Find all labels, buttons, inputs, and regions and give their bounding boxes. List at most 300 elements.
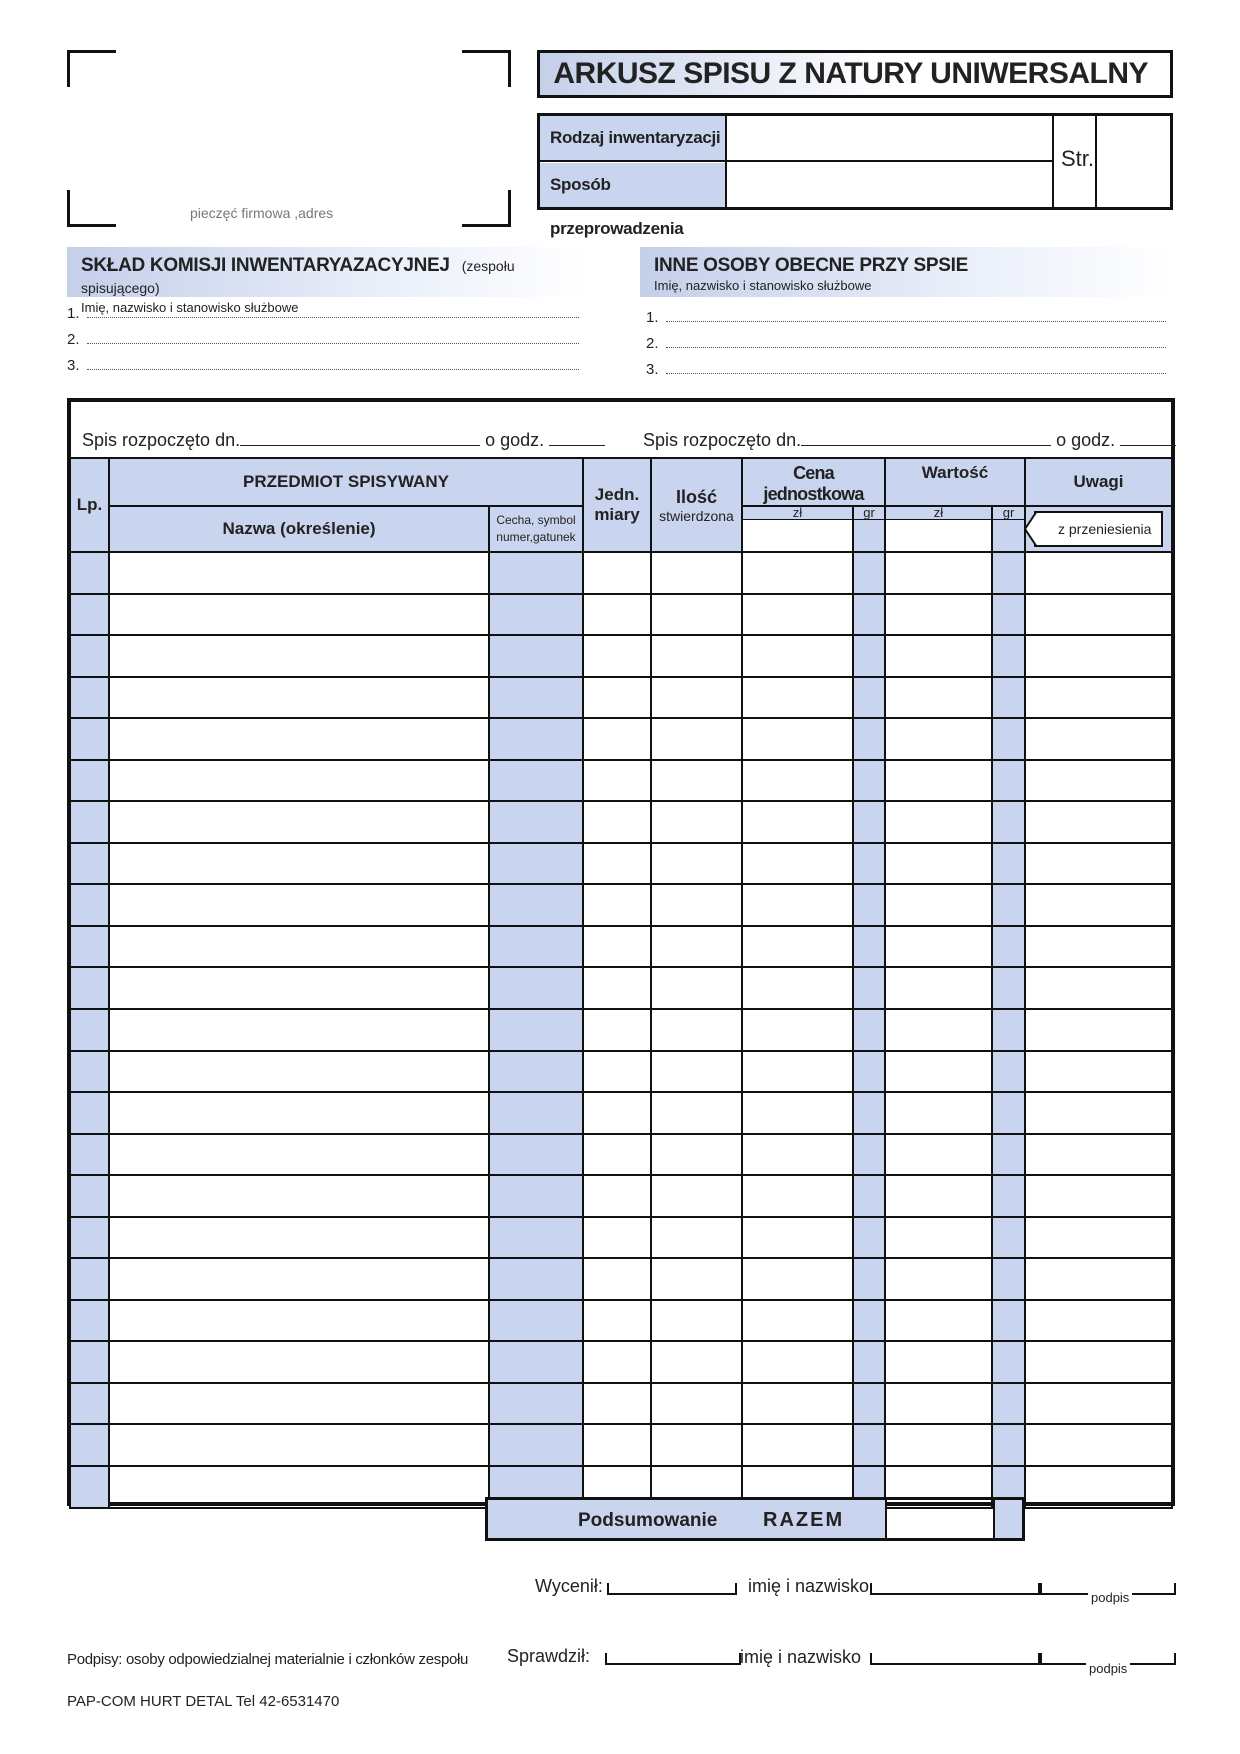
wartosc-gr-cell[interactable] bbox=[992, 1051, 1025, 1093]
wartosc-zl-label: zł bbox=[886, 507, 991, 520]
table-row bbox=[70, 760, 1172, 802]
cecha-cell[interactable] bbox=[489, 1217, 583, 1259]
wartosc-zl-cell[interactable] bbox=[885, 635, 992, 677]
jedn-cell[interactable] bbox=[583, 1300, 651, 1342]
cena-gr-cell[interactable] bbox=[853, 1009, 885, 1051]
table-row bbox=[70, 1092, 1172, 1134]
cena-gr-cell[interactable] bbox=[853, 1175, 885, 1217]
cena-zl-cell[interactable] bbox=[742, 760, 853, 802]
jedn-line-1: Jedn. bbox=[594, 485, 640, 504]
wartosc-gr-cell[interactable] bbox=[992, 1383, 1025, 1425]
nazwa-cell[interactable] bbox=[109, 594, 489, 636]
cena-zl-cell[interactable] bbox=[742, 1009, 853, 1051]
cena-zl-cell[interactable] bbox=[742, 635, 853, 677]
cecha-cell[interactable] bbox=[489, 1092, 583, 1134]
table-row bbox=[70, 843, 1172, 885]
jedn-cell[interactable] bbox=[583, 1009, 651, 1051]
cena-gr-cell[interactable] bbox=[853, 594, 885, 636]
nazwa-cell[interactable] bbox=[109, 843, 489, 885]
ilosc-cell[interactable] bbox=[651, 1092, 742, 1134]
nazwa-cell[interactable] bbox=[109, 1383, 489, 1425]
committee-header bbox=[67, 247, 587, 315]
wartosc-zl-cell[interactable] bbox=[885, 1175, 992, 1217]
table-row bbox=[70, 594, 1172, 636]
ilosc-cell[interactable] bbox=[651, 1175, 742, 1217]
uwagi-cell[interactable] bbox=[1025, 1383, 1172, 1425]
wartosc-zl-cell[interactable] bbox=[885, 801, 992, 843]
nazwa-cell[interactable] bbox=[109, 1051, 489, 1093]
divider bbox=[1052, 116, 1054, 207]
cena-gr-cell[interactable] bbox=[853, 552, 885, 594]
nazwa-cell[interactable] bbox=[109, 677, 489, 719]
cena-gr-cell[interactable] bbox=[853, 1217, 885, 1259]
ilosc-cell[interactable] bbox=[651, 801, 742, 843]
jedn-cell[interactable] bbox=[583, 594, 651, 636]
cena-zl-cell[interactable] bbox=[742, 594, 853, 636]
uwagi-header: Uwagi bbox=[1025, 458, 1172, 506]
razem-zl-field[interactable] bbox=[887, 1500, 993, 1538]
wartosc-zl-cell[interactable] bbox=[885, 1424, 992, 1466]
wartosc-zl-cell bbox=[885, 506, 992, 552]
lp-cell bbox=[70, 926, 109, 968]
uwagi-cell[interactable] bbox=[1025, 926, 1172, 968]
cena-zl-cell[interactable] bbox=[742, 1383, 853, 1425]
ilosc-cell[interactable] bbox=[651, 884, 742, 926]
jedn-cell[interactable] bbox=[583, 1217, 651, 1259]
wartosc-gr-cell[interactable] bbox=[992, 760, 1025, 802]
cecha-cell[interactable] bbox=[489, 552, 583, 594]
uwagi-cell[interactable] bbox=[1025, 884, 1172, 926]
signatures-note: Podpisy: osoby odpowiedzialnej materialnie i członków zespołu bbox=[67, 1651, 469, 1668]
nazwa-header: Nazwa (określenie) bbox=[109, 506, 489, 552]
cena-gr-cell[interactable] bbox=[853, 967, 885, 1009]
nazwa-cell[interactable] bbox=[109, 552, 489, 594]
page-title: ARKUSZ SPISU Z NATURY UNIWERSALNY bbox=[537, 50, 1173, 98]
wartosc-zl-cell[interactable] bbox=[885, 1009, 992, 1051]
others-header bbox=[640, 247, 1175, 297]
wartosc-gr-cell[interactable] bbox=[992, 594, 1025, 636]
nazwa-cell[interactable] bbox=[109, 1134, 489, 1176]
table-row bbox=[70, 635, 1172, 677]
wartosc-gr-cell[interactable] bbox=[992, 1300, 1025, 1342]
cena-zl-cell bbox=[742, 506, 853, 552]
nazwa-cell[interactable] bbox=[109, 1466, 489, 1508]
nazwa-cell[interactable] bbox=[109, 1341, 489, 1383]
jedn-cell[interactable] bbox=[583, 801, 651, 843]
uwagi-cell[interactable] bbox=[1025, 677, 1172, 719]
lp-cell bbox=[70, 718, 109, 760]
cecha-cell[interactable] bbox=[489, 926, 583, 968]
razem-label: RAZEM bbox=[763, 1509, 845, 1531]
wartosc-gr-cell[interactable] bbox=[992, 1175, 1025, 1217]
cena-zl-label: zł bbox=[743, 507, 852, 520]
wartosc-zl-cell[interactable] bbox=[885, 1258, 992, 1300]
ilosc-cell[interactable] bbox=[651, 1009, 742, 1051]
cena-zl-cell[interactable] bbox=[742, 1051, 853, 1093]
cecha-cell[interactable] bbox=[489, 843, 583, 885]
wartosc-zl-cell[interactable] bbox=[885, 1383, 992, 1425]
cena-zl-cell[interactable] bbox=[742, 1175, 853, 1217]
nazwa-cell[interactable] bbox=[109, 1217, 489, 1259]
sprawdzil-field[interactable] bbox=[605, 1653, 741, 1665]
cena-zl-cell[interactable] bbox=[742, 967, 853, 1009]
table-row bbox=[70, 1383, 1172, 1425]
cecha-cell[interactable] bbox=[489, 1383, 583, 1425]
uwagi-cell[interactable] bbox=[1025, 760, 1172, 802]
sprawdzil-imie-field[interactable] bbox=[870, 1653, 1040, 1665]
lp-cell bbox=[70, 1424, 109, 1466]
nazwa-cell[interactable] bbox=[109, 635, 489, 677]
wartosc-gr-cell[interactable] bbox=[992, 967, 1025, 1009]
wartosc-gr-cell[interactable] bbox=[992, 718, 1025, 760]
cena-zl-cell[interactable] bbox=[742, 884, 853, 926]
page-number-field[interactable] bbox=[1100, 119, 1168, 205]
nazwa-cell[interactable] bbox=[109, 718, 489, 760]
wartosc-gr-cell[interactable] bbox=[992, 926, 1025, 968]
wartosc-gr-cell[interactable] bbox=[992, 1009, 1025, 1051]
cecha-header bbox=[489, 506, 583, 552]
others-section bbox=[640, 247, 1175, 387]
lp-cell bbox=[70, 1092, 109, 1134]
cena-zl-cell[interactable] bbox=[742, 552, 853, 594]
jedn-cell[interactable] bbox=[583, 926, 651, 968]
jedn-cell[interactable] bbox=[583, 552, 651, 594]
wartosc-gr-cell[interactable] bbox=[992, 843, 1025, 885]
uwagi-cell[interactable] bbox=[1025, 1300, 1172, 1342]
uwagi-cell[interactable] bbox=[1025, 1341, 1172, 1383]
jedn-cell[interactable] bbox=[583, 967, 651, 1009]
cecha-cell[interactable] bbox=[489, 1134, 583, 1176]
nazwa-cell[interactable] bbox=[109, 760, 489, 802]
wartosc-zl-cell[interactable] bbox=[885, 1092, 992, 1134]
wartosc-zl-cell[interactable] bbox=[885, 1300, 992, 1342]
cena-gr-cell[interactable] bbox=[853, 1134, 885, 1176]
wartosc-gr-cell[interactable] bbox=[992, 1258, 1025, 1300]
sposob-field[interactable] bbox=[728, 166, 1048, 204]
przedmiot-header: PRZEDMIOT SPISYWANY bbox=[109, 458, 583, 506]
cena-gr-cell[interactable] bbox=[853, 718, 885, 760]
jedn-cell[interactable] bbox=[583, 1051, 651, 1093]
table-row bbox=[70, 884, 1172, 926]
wartosc-gr-cell[interactable] bbox=[992, 552, 1025, 594]
table-row bbox=[70, 967, 1172, 1009]
cecha-line-1: Cecha, symbol bbox=[496, 513, 576, 527]
others-line-1[interactable]: 1. bbox=[646, 309, 1175, 335]
cecha-cell[interactable] bbox=[489, 594, 583, 636]
wycenil-imie-field[interactable] bbox=[870, 1583, 1040, 1595]
uwagi-cell[interactable] bbox=[1025, 552, 1172, 594]
uwagi-cell[interactable] bbox=[1025, 1466, 1172, 1508]
ilosc-cell[interactable] bbox=[651, 1217, 742, 1259]
others-subtitle: Imię, nazwisko i stanowisko służbowe bbox=[654, 278, 872, 293]
wycenil-imie-label: imię i nazwisko bbox=[748, 1576, 870, 1596]
start-date-left-field[interactable] bbox=[240, 431, 480, 446]
ilosc-cell[interactable] bbox=[651, 635, 742, 677]
cena-zl-cell[interactable] bbox=[742, 801, 853, 843]
table-row bbox=[70, 1300, 1172, 1342]
lp-cell bbox=[70, 1341, 109, 1383]
nazwa-cell[interactable] bbox=[109, 1300, 489, 1342]
jedn-cell[interactable] bbox=[583, 884, 651, 926]
uwagi-cell[interactable] bbox=[1025, 801, 1172, 843]
table-row bbox=[70, 1175, 1172, 1217]
jedn-cell[interactable] bbox=[583, 760, 651, 802]
ilosc-cell[interactable] bbox=[651, 552, 742, 594]
rodzaj-field[interactable] bbox=[728, 119, 1048, 157]
ilosc-cell[interactable] bbox=[651, 718, 742, 760]
nazwa-cell[interactable] bbox=[109, 926, 489, 968]
uwagi-cell[interactable] bbox=[1025, 1092, 1172, 1134]
przeniesienie-label: z przeniesienia bbox=[1058, 521, 1152, 537]
wartosc-gr-cell[interactable] bbox=[992, 801, 1025, 843]
ilosc-cell[interactable] bbox=[651, 1051, 742, 1093]
cecha-cell[interactable] bbox=[489, 1175, 583, 1217]
lp-cell bbox=[70, 967, 109, 1009]
jedn-cell[interactable] bbox=[583, 1092, 651, 1134]
cecha-cell[interactable] bbox=[489, 1258, 583, 1300]
cena-zl-cell[interactable] bbox=[742, 1134, 853, 1176]
stamp-corner-top-right bbox=[462, 50, 511, 87]
jedn-cell[interactable] bbox=[583, 1341, 651, 1383]
ilosc-cell[interactable] bbox=[651, 1258, 742, 1300]
nazwa-cell[interactable] bbox=[109, 1175, 489, 1217]
ilosc-cell[interactable] bbox=[651, 1424, 742, 1466]
cena-zl-cell[interactable] bbox=[742, 718, 853, 760]
wartosc-gr-cell[interactable] bbox=[992, 1092, 1025, 1134]
nazwa-cell[interactable] bbox=[109, 884, 489, 926]
cena-gr-cell[interactable] bbox=[853, 635, 885, 677]
lp-cell bbox=[70, 1134, 109, 1176]
jedn-cell[interactable] bbox=[583, 843, 651, 885]
ilosc-line-2: stwierdzona bbox=[659, 507, 734, 524]
nazwa-cell[interactable] bbox=[109, 1424, 489, 1466]
wartosc-zl-cell[interactable] bbox=[885, 1217, 992, 1259]
nazwa-cell[interactable] bbox=[109, 1009, 489, 1051]
jedn-cell[interactable] bbox=[583, 1424, 651, 1466]
cecha-cell[interactable] bbox=[489, 1341, 583, 1383]
summary-box bbox=[485, 1497, 1025, 1541]
uwagi-cell[interactable] bbox=[1025, 1424, 1172, 1466]
start-line-left: Spis rozpoczęto dn. o godz. bbox=[82, 430, 605, 451]
ilosc-cell[interactable] bbox=[651, 843, 742, 885]
uwagi-cell[interactable] bbox=[1025, 1009, 1172, 1051]
committee-line-2[interactable]: 2. bbox=[67, 331, 587, 357]
ilosc-cell[interactable] bbox=[651, 1383, 742, 1425]
wartosc-zl-cell[interactable] bbox=[885, 843, 992, 885]
cena-zl-cell[interactable] bbox=[742, 1217, 853, 1259]
lp-header: Lp. bbox=[70, 458, 109, 552]
summary-label: Podsumowanie bbox=[578, 1510, 718, 1531]
cena-zl-cell[interactable] bbox=[742, 926, 853, 968]
others-line-2[interactable]: 2. bbox=[646, 335, 1175, 361]
committee-line-3[interactable]: 3. bbox=[67, 357, 587, 383]
wartosc-zl-cell[interactable] bbox=[885, 1051, 992, 1093]
footer-publisher: PAP-COM HURT DETAL Tel 42-6531470 bbox=[67, 1693, 340, 1710]
cena-gr-cell[interactable] bbox=[853, 1051, 885, 1093]
cena-gr-cell[interactable] bbox=[853, 677, 885, 719]
cecha-cell[interactable] bbox=[489, 967, 583, 1009]
uwagi-cell[interactable] bbox=[1025, 718, 1172, 760]
cecha-cell[interactable] bbox=[489, 677, 583, 719]
cena-gr-cell[interactable] bbox=[853, 843, 885, 885]
jedn-cell[interactable] bbox=[583, 677, 651, 719]
nazwa-cell[interactable] bbox=[109, 801, 489, 843]
jedn-cell[interactable] bbox=[583, 1134, 651, 1176]
cena-gr-label: gr bbox=[854, 507, 884, 520]
cena-zl-cell[interactable] bbox=[742, 1092, 853, 1134]
cecha-cell[interactable] bbox=[489, 801, 583, 843]
cena-zl-cell[interactable] bbox=[742, 1258, 853, 1300]
cecha-cell[interactable] bbox=[489, 635, 583, 677]
wartosc-zl-cell[interactable] bbox=[885, 884, 992, 926]
start-time-right-field[interactable] bbox=[1120, 431, 1176, 446]
table-row bbox=[70, 926, 1172, 968]
ilosc-cell[interactable] bbox=[651, 1300, 742, 1342]
cecha-cell[interactable] bbox=[489, 1051, 583, 1093]
wartosc-zl-cell[interactable] bbox=[885, 718, 992, 760]
cena-zl-cell[interactable] bbox=[742, 1341, 853, 1383]
divider bbox=[540, 160, 1052, 162]
jedn-cell[interactable] bbox=[583, 718, 651, 760]
divider bbox=[1095, 116, 1097, 207]
uwagi-cell[interactable] bbox=[1025, 843, 1172, 885]
uwagi-cell[interactable] bbox=[1025, 635, 1172, 677]
uwagi-cell[interactable] bbox=[1025, 1134, 1172, 1176]
lp-cell bbox=[70, 1466, 109, 1508]
uwagi-cell[interactable] bbox=[1025, 594, 1172, 636]
start-date-right-field[interactable] bbox=[801, 431, 1051, 446]
lp-cell bbox=[70, 552, 109, 594]
committee-line-1[interactable]: 1. bbox=[67, 305, 587, 331]
cena-zl-cell[interactable] bbox=[742, 1424, 853, 1466]
lp-cell bbox=[70, 884, 109, 926]
wartosc-gr-cell[interactable] bbox=[992, 677, 1025, 719]
jedn-cell[interactable] bbox=[583, 1258, 651, 1300]
ilosc-cell[interactable] bbox=[651, 967, 742, 1009]
cena-zl-cell[interactable] bbox=[742, 677, 853, 719]
uwagi-cell[interactable] bbox=[1025, 1175, 1172, 1217]
lp-cell bbox=[70, 1009, 109, 1051]
page-number-label: Str. bbox=[1061, 146, 1095, 171]
cena-gr-cell[interactable] bbox=[853, 760, 885, 802]
others-line-3[interactable]: 3. bbox=[646, 361, 1175, 387]
table-row bbox=[70, 1424, 1172, 1466]
ilosc-cell[interactable] bbox=[651, 760, 742, 802]
table-row bbox=[70, 801, 1172, 843]
lp-cell bbox=[70, 1175, 109, 1217]
cecha-line-2: numer,gatunek bbox=[496, 530, 576, 544]
lp-cell bbox=[70, 635, 109, 677]
wartosc-gr-cell[interactable] bbox=[992, 1341, 1025, 1383]
razem-gr-field[interactable] bbox=[995, 1500, 1022, 1538]
ilosc-cell[interactable] bbox=[651, 677, 742, 719]
wartosc-gr-cell bbox=[992, 506, 1025, 552]
cecha-cell[interactable] bbox=[489, 1424, 583, 1466]
table-row bbox=[70, 1217, 1172, 1259]
cena-gr-cell[interactable] bbox=[853, 1341, 885, 1383]
wartosc-zl-cell[interactable] bbox=[885, 677, 992, 719]
wartosc-zl-cell[interactable] bbox=[885, 1341, 992, 1383]
ilosc-cell[interactable] bbox=[651, 1134, 742, 1176]
stamp-label: pieczęć firmowa ,adres bbox=[190, 205, 334, 221]
uwagi-cell[interactable] bbox=[1025, 1258, 1172, 1300]
table-row bbox=[70, 1051, 1172, 1093]
table-row bbox=[70, 1009, 1172, 1051]
wycenil-podpis-label: podpis bbox=[1088, 1590, 1132, 1605]
wartosc-zl-cell[interactable] bbox=[885, 967, 992, 1009]
cena-gr-cell[interactable] bbox=[853, 1092, 885, 1134]
cena-gr-cell[interactable] bbox=[853, 926, 885, 968]
cecha-cell[interactable] bbox=[489, 1009, 583, 1051]
cena-zl-cell[interactable] bbox=[742, 1300, 853, 1342]
cecha-cell[interactable] bbox=[489, 718, 583, 760]
uwagi-cell[interactable] bbox=[1025, 967, 1172, 1009]
wartosc-zl-cell[interactable] bbox=[885, 760, 992, 802]
committee-subtitle: Imię, nazwisko i stanowisko służbowe bbox=[81, 300, 299, 315]
wycenil-field[interactable] bbox=[607, 1583, 737, 1595]
cena-zl-cell[interactable] bbox=[742, 843, 853, 885]
wartosc-zl-cell[interactable] bbox=[885, 594, 992, 636]
ilosc-cell[interactable] bbox=[651, 1341, 742, 1383]
cena-gr-cell[interactable] bbox=[853, 884, 885, 926]
sprawdzil-imie-label: imię i nazwisko bbox=[740, 1647, 862, 1667]
nazwa-cell[interactable] bbox=[109, 1258, 489, 1300]
wartosc-header: Wartość bbox=[885, 458, 1025, 506]
wartosc-zl-cell[interactable] bbox=[885, 926, 992, 968]
sprawdzil-podpis-label: podpis bbox=[1086, 1661, 1130, 1676]
cecha-cell[interactable] bbox=[489, 884, 583, 926]
table-row bbox=[70, 1258, 1172, 1300]
cena-gr-cell[interactable] bbox=[853, 1383, 885, 1425]
uwagi-cell[interactable] bbox=[1025, 1217, 1172, 1259]
lp-cell bbox=[70, 801, 109, 843]
wartosc-zl-cell[interactable] bbox=[885, 552, 992, 594]
cecha-cell[interactable] bbox=[489, 760, 583, 802]
wartosc-gr-label: gr bbox=[993, 507, 1024, 520]
ilosc-cell[interactable] bbox=[651, 594, 742, 636]
wartosc-gr-cell[interactable] bbox=[992, 635, 1025, 677]
wartosc-zl-cell[interactable] bbox=[885, 1134, 992, 1176]
start-time-left-field[interactable] bbox=[549, 431, 605, 446]
jedn-cell[interactable] bbox=[583, 1175, 651, 1217]
jedn-cell[interactable] bbox=[583, 635, 651, 677]
lp-cell bbox=[70, 1051, 109, 1093]
table-row bbox=[70, 552, 1172, 594]
table-row bbox=[70, 718, 1172, 760]
ilosc-cell[interactable] bbox=[651, 926, 742, 968]
cena-gr-cell[interactable] bbox=[853, 1258, 885, 1300]
nazwa-cell[interactable] bbox=[109, 1092, 489, 1134]
uwagi-cell[interactable] bbox=[1025, 1051, 1172, 1093]
wartosc-gr-cell[interactable] bbox=[992, 1217, 1025, 1259]
stamp-corner-top-left bbox=[67, 50, 116, 87]
wartosc-gr-cell[interactable] bbox=[992, 1424, 1025, 1466]
stamp-corner-bottom-right bbox=[462, 190, 511, 227]
nazwa-cell[interactable] bbox=[109, 967, 489, 1009]
cecha-cell[interactable] bbox=[489, 1300, 583, 1342]
jedn-cell[interactable] bbox=[583, 1383, 651, 1425]
jedn-line-2: miary bbox=[594, 505, 640, 524]
table-row bbox=[70, 677, 1172, 719]
committee-note: (zespołu spisującego) bbox=[81, 258, 515, 296]
cena-gr-cell[interactable] bbox=[853, 1300, 885, 1342]
wartosc-gr-cell[interactable] bbox=[992, 1134, 1025, 1176]
inventory-table bbox=[69, 457, 1173, 1509]
cena-gr-cell[interactable] bbox=[853, 1424, 885, 1466]
ilosc-line-1: Ilość bbox=[675, 486, 718, 507]
cena-gr-cell[interactable] bbox=[853, 801, 885, 843]
wartosc-gr-cell[interactable] bbox=[992, 884, 1025, 926]
